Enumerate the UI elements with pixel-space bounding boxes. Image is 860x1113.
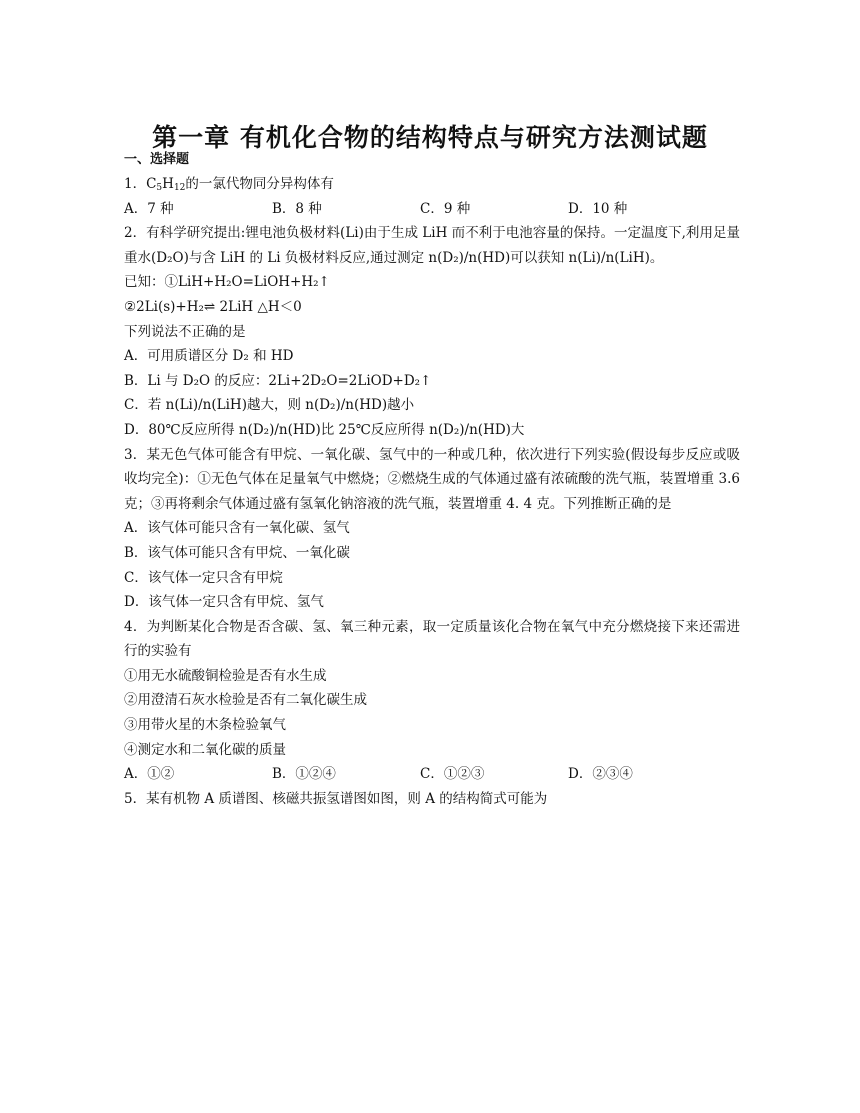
- question-4-item-4: ④测定水和二氧化碳的质量: [124, 741, 286, 758]
- section-heading: 一、选择题: [124, 152, 190, 167]
- question-3-option-b: B．该气体可能只含有甲烷、一氧化碳: [124, 544, 350, 561]
- question-2-stem: 2．有科学研究提出:锂电池负极材料(Li)由于生成 LiH 而不利于电池容量的保持。一定温度下,利用足量重水(D₂O)与含 LiH 的 Li 负极材料反应,通过测定 n(D₂)/n(HD)可以获知 n(Li)/n(LiH)。: [124, 225, 740, 266]
- question-3-stem: 3．某无色气体可能含有甲烷、一氧化碳、氢气中的一种或几种，依次进行下列实验(假设每步反应或吸收均完全)：①无色气体在足量氧气中燃烧；②燃烧生成的气体通过盛有浓硫酸的洗气瓶，装置增重 3.6 克；③再将剩余气体通过盛有氢氧化钠溶液的洗气瓶，装置增重 4. 4 克。下列推断正确的是: [124, 446, 740, 512]
- question-2-known-2: ②2Li(s)+H₂⇌ 2LiH △H＜0: [124, 298, 302, 315]
- page-title: 第一章 有机化合物的结构特点与研究方法测试题: [152, 123, 708, 152]
- question-4-option-a: A．①②: [124, 766, 175, 783]
- question-4-option-d: D．②③④: [568, 766, 633, 783]
- question-4-stem: 4．为判断某化合物是否含碳、氢、氧三种元素，取一定质量该化合物在氧气中充分燃烧接下来还需进行的实验有: [124, 618, 740, 660]
- question-2-option-c: C．若 n(Li)/n(LiH)越大，则 n(D₂)/n(HD)越小: [124, 397, 415, 414]
- question-2-option-b: B．Li 与 D₂O 的反应：2Li+2D₂O=2LiOD+D₂↑: [124, 372, 432, 389]
- question-1-options: [124, 197, 740, 222]
- document-body: [124, 150, 740, 811]
- question-3-option-d: D．该气体一定只含有甲烷、氢气: [124, 594, 324, 611]
- question-1-option-c: C．9 种: [420, 200, 471, 217]
- question-4-item-3: ③用带火星的木条检验氧气: [124, 717, 286, 734]
- question-2-option-a: A．可用质谱区分 D₂ 和 HD: [124, 348, 294, 365]
- question-1-option-b: B．8 种: [272, 200, 322, 217]
- question-1-option-d: D．10 种: [568, 200, 628, 217]
- question-3-option-a: A．该气体可能只含有一氧化碳、氢气: [124, 520, 350, 537]
- question-4-options: [124, 762, 740, 787]
- question-2-ask: 下列说法不正确的是: [124, 323, 246, 340]
- question-3-option-c: C．该气体一定只含有甲烷: [124, 569, 283, 586]
- question-1-stem: 1．$C_5H_{12}$的一氯代物同分异构体有: [124, 176, 334, 193]
- question-2-option-d: D．80℃反应所得 n(D₂)/n(HD)比 25℃反应所得 n(D₂)/n(HD)大: [124, 421, 525, 438]
- question-4-item-1: ①用无水硫酸铜检验是否有水生成: [124, 667, 327, 684]
- question-4-item-2: ②用澄清石灰水检验是否有二氧化碳生成: [124, 692, 367, 709]
- question-4-option-c: C．①②③: [420, 766, 485, 783]
- question-1-option-a: A．7 种: [124, 200, 174, 217]
- question-2-known-1: 已知：①LiH+H₂O=LiOH+H₂↑: [124, 274, 330, 291]
- question-5-stem: 5．某有机物 A 质谱图、核磁共振氢谱图如图，则 A 的结构简式可能为: [124, 790, 548, 807]
- question-4-option-b: B．①②④: [272, 766, 336, 783]
